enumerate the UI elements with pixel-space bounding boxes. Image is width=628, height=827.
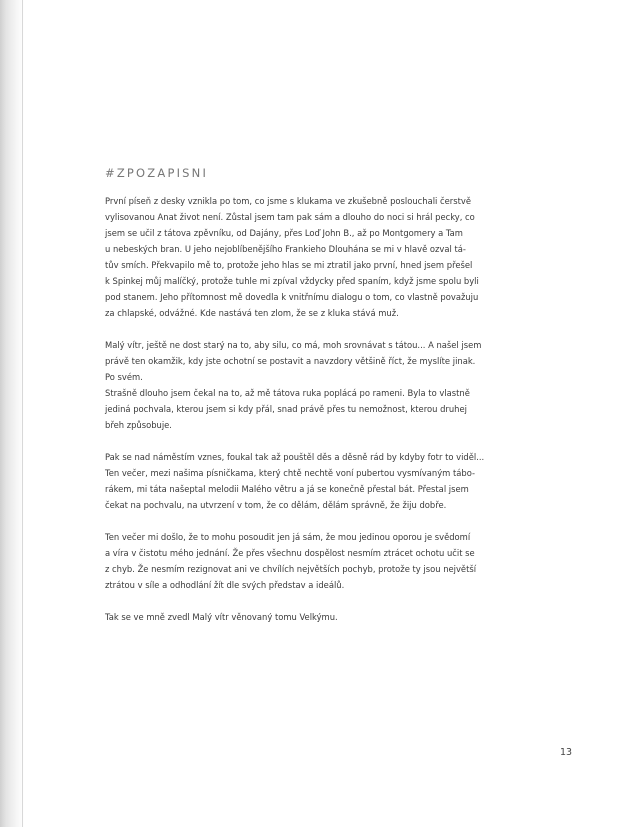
text-line: za chlapské, odvážné. Kde nastává ten zlom, že se z kluka stává muž.: [105, 308, 399, 318]
text-line: Malý vítr, ještě ne dost starý na to, aby silu, co má, moh srovnávat s tátou... A našel jsem: [105, 340, 482, 350]
text-line: vylisovanou Anat život není. Zůstal jsem tam pak sám a dlouho do noci si hrál pecky, co: [105, 212, 475, 222]
page-spine-shadow: [0, 0, 24, 827]
page-spine-edge: [22, 0, 23, 827]
text-line: Strašně dlouho jsem čekal na to, až mě tátova ruka poplácá po rameni. Byla to vlastně: [105, 388, 470, 398]
paragraph-3: [105, 449, 537, 513]
text-line: jsem se učil z tátova zpěvníku, od Dajány, přes Loď John B., až po Montgomery a Tam: [105, 228, 463, 238]
text-line: u nebeských bran. U jeho nejoblíbenějšího Frankieho Dlouhána se mi v hlavě ozval tá-: [105, 244, 466, 254]
text-line: k Spinkej můj malíčký, protože tuhle mi zpíval vždycky před spaním, když jsme spolu byli: [105, 276, 479, 286]
page-content: [105, 165, 537, 641]
paragraph-1: [105, 193, 537, 321]
section-heading: #ZPOZAPISNI: [105, 166, 209, 180]
text-line: rákem, mi táta našeptal melodii Malého větru a já se konečně přestal bát. Přestal jsem: [105, 484, 469, 494]
paragraph-5: [105, 609, 537, 625]
text-line: břeh způsobuje.: [105, 420, 172, 430]
text-line: jediná pochvala, kterou jsem si kdy přál, snad právě přes tu nemožnost, kterou druhej: [105, 404, 467, 414]
text-line: ztrátou v síle a odhodlání žít dle svých představ a ideálů.: [105, 580, 345, 590]
text-line: Po svém.: [105, 372, 143, 382]
text-line: Pak se nad náměstím vznes, foukal tak až pouštěl děs a děsně rád by kdyby fotr to viděl...: [105, 452, 485, 462]
text-line: Ten večer, mezi našima písničkama, který chtě nechtě voní pubertou vysmívaným tábo-: [105, 468, 476, 478]
paragraph-2: [105, 337, 537, 433]
page-number: 13: [560, 747, 573, 758]
text-line: Ten večer mi došlo, že to mohu posoudit jen já sám, že mou jedinou oporou je svědomí: [105, 532, 471, 542]
text-line: právě ten okamžik, kdy jste ochotní se postavit a navzdory většině říct, že myslíte jinak.: [105, 356, 476, 366]
text-line: pod stanem. Jeho přítomnost mě dovedla k vnitřnímu dialogu o tom, co vlastně považuju: [105, 292, 479, 302]
text-line: tův smích. Překvapilo mě to, protože jeho hlas se mi ztratil jako první, hned jsem přešel: [105, 260, 473, 270]
text-line: z chyb. Že nesmím rezignovat ani ve chvílích největších pochyb, protože ty jsou největší: [105, 564, 477, 574]
text-line: a víra v čistotu mého jednání. Že přes všechnu dospělost nesmím ztrácet ochotu učit se: [105, 548, 475, 558]
text-line: Tak se ve mně zvedl Malý vítr věnovaný tomu Velkýmu.: [105, 612, 338, 622]
text-line: čekat na pochvalu, na utvrzení v tom, že co dělám, dělám správně, že žiju dobře.: [105, 500, 447, 510]
paragraph-4: [105, 529, 537, 593]
text-line: První píseň z desky vznikla po tom, co jsme s klukama ve zkušebně poslouchali čerstvě: [105, 196, 471, 206]
